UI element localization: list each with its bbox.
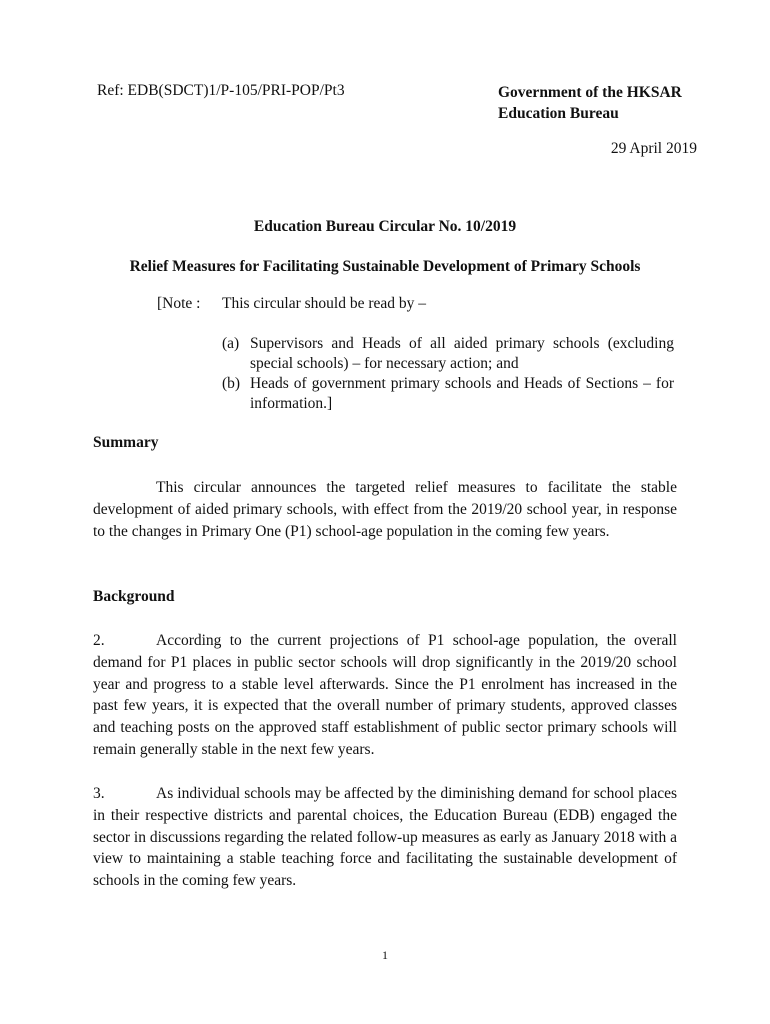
summary-paragraph: This circular announces the targeted relief measures to facilitate the stable development of aided primary schools, with effect from the 2019/20 school year, in response to the changes in Primary One (P1) school-age population in the coming few years. <box>93 479 677 540</box>
note-intro: This circular should be read by – <box>222 295 427 312</box>
page-number: 1 <box>382 948 388 962</box>
paragraph-number: 2. <box>93 632 105 649</box>
background-heading: Background <box>93 588 175 605</box>
issuing-authority <box>498 82 682 124</box>
circular-subtitle: Relief Measures for Facilitating Sustainable Development of Primary Schools <box>129 258 641 275</box>
note-item-b <box>222 374 674 414</box>
note-item-a <box>222 334 674 374</box>
paragraph-text: As individual schools may be affected by the diminishing demand for school places in their respective districts and parental choices, the Education Bureau (EDB) engaged the sector in discussions regarding the related follow-up measures as early as January 2018 with a view to maintaining a stable teaching force and facilitating the sustainable development of schools in the coming few years. <box>93 785 677 890</box>
paragraph-3 <box>93 783 677 892</box>
note-label: [Note : <box>157 295 201 312</box>
paragraph-2 <box>93 630 677 761</box>
note-item-text: Heads of government primary schools and Heads of Sections – for information.] <box>250 375 674 412</box>
note-item-text: Supervisors and Heads of all aided primary schools (excluding special schools) – for necessary action; and <box>250 335 674 372</box>
note-item-marker: (b) <box>222 375 241 392</box>
circular-title: Education Bureau Circular No. 10/2019 <box>253 218 517 235</box>
paragraph-text: According to the current projections of P1 school-age population, the overall demand for P1 places in public sector schools will drop significantly in the 2019/20 school year and progress to a stable level afterwards. Since the P1 enrolment has increased in the past few years, it is expected that the overall number of primary students, approved classes and teaching posts on the approved staff establishment of public sector primary schools will remain generally stable in the next few years. <box>93 632 677 758</box>
note-item-marker: (a) <box>222 335 240 352</box>
bureau-name: Education Bureau <box>498 105 619 122</box>
paragraph-number: 3. <box>93 785 105 802</box>
government-name: Government of the HKSAR <box>498 84 682 101</box>
issue-date: 29 April 2019 <box>610 140 697 157</box>
summary-heading: Summary <box>93 434 159 451</box>
reference-number: Ref: EDB(SDCT)1/P-105/PRI-POP/Pt3 <box>97 82 345 99</box>
